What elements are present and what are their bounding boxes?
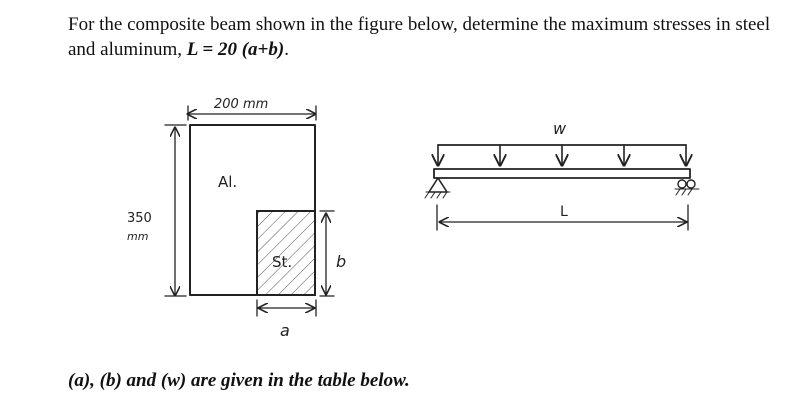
cross-section (127, 97, 346, 340)
roller-support (675, 180, 699, 195)
beam-body (434, 169, 690, 178)
b-label: b (336, 252, 347, 271)
pin-support (429, 178, 447, 192)
span-equation: L = 20 (a+b) (186, 39, 285, 60)
load-label: w (553, 119, 567, 138)
beam-diagram (425, 119, 699, 230)
steel-label: St. (272, 253, 293, 271)
width-label: 200 mm (214, 97, 269, 112)
span-label: L (560, 204, 568, 220)
height-label: 350 (127, 211, 152, 226)
aluminum-label: Al. (218, 173, 238, 191)
height-unit: mm (127, 230, 149, 243)
problem-text: For the composite beam shown in the figure below, determine the maximum stresses in steel and aluminum, (68, 14, 771, 60)
table-note: (a), (b) and (w) are given in the table below. (68, 370, 410, 391)
problem-end: . (284, 39, 289, 60)
a-label: a (280, 321, 290, 340)
